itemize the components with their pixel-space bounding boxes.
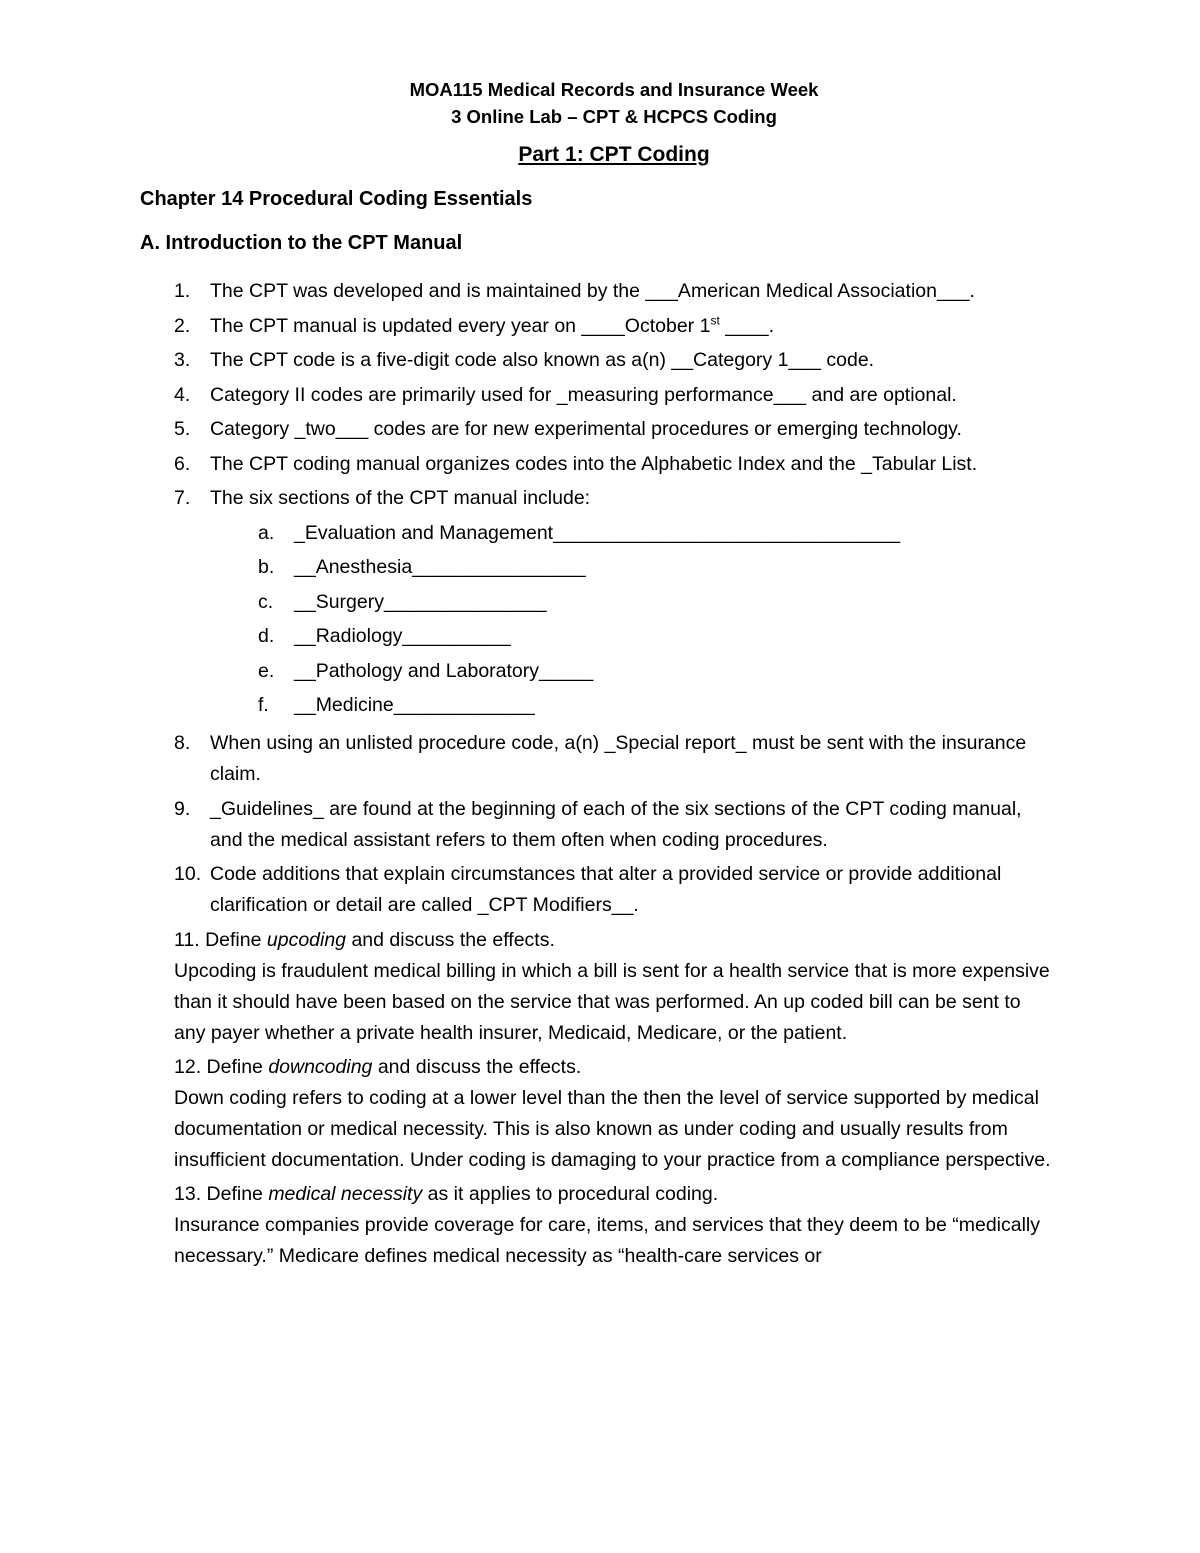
document-content	[140, 76, 1054, 1272]
question-text: When using an unlisted procedure code, a(n) _Special report_ must be sent with the insurance claim.	[210, 732, 1027, 785]
section-letter: b.	[258, 556, 275, 578]
question-12-prompt	[174, 1052, 1054, 1083]
question-number: 7.	[174, 487, 191, 509]
section-letter: a.	[258, 521, 275, 544]
question-item	[174, 859, 1054, 921]
section-text: __Radiology__________	[294, 625, 511, 647]
q13-post: as it applies to procedural coding.	[422, 1182, 719, 1205]
question-text: _Guidelines_ are found at the beginning of each of the six sections of the CPT coding manual, and the medical assistant refers to them often when coding procedures.	[210, 797, 1022, 851]
question-text: The CPT was developed and is maintained by the ___American Medical Association___.	[210, 280, 975, 302]
section-text: __Anesthesia________________	[294, 556, 586, 578]
cpt-section-item	[258, 587, 1054, 618]
question-number: 3.	[174, 349, 191, 371]
question-list	[174, 276, 1054, 921]
ordinal-suffix: st	[710, 313, 720, 327]
q12-pre: 12. Define	[174, 1055, 269, 1078]
question-item	[174, 794, 1054, 856]
q12-post: and discuss the effects.	[372, 1055, 582, 1078]
question-number: 4.	[174, 383, 191, 406]
question-item	[174, 728, 1054, 790]
question-number: 8.	[174, 732, 191, 754]
q13-pre: 13. Define	[174, 1182, 269, 1205]
question-number: 5.	[174, 418, 191, 440]
question-item	[174, 483, 1054, 725]
question-item	[174, 276, 1054, 307]
section-text: _Evaluation and Management________________________________	[294, 521, 901, 544]
q11-pre: 11. Define	[174, 928, 267, 951]
section-letter: e.	[258, 659, 275, 682]
cpt-section-item	[258, 518, 1054, 549]
question-number: 6.	[174, 452, 191, 475]
question-number: 2.	[174, 314, 191, 337]
section-text: __Pathology and Laboratory_____	[294, 659, 594, 682]
question-13-prompt	[174, 1179, 1054, 1210]
section-text: __Surgery_______________	[294, 590, 547, 613]
question-text: The CPT coding manual organizes codes into the Alphabetic Index and the _Tabular List.	[210, 452, 978, 475]
cpt-section-item	[258, 690, 1054, 721]
question-item	[174, 345, 1054, 376]
question-13-answer: Insurance companies provide coverage for care, items, and services that they deem to be “medically necessary.” Medicare defines medical necessity as “health-care services or	[174, 1213, 1041, 1267]
q12-term: downcoding	[268, 1055, 373, 1078]
question-11-prompt	[174, 925, 1054, 956]
question-12-answer: Down coding refers to coding at a lower level than the then the level of service supported by medical documentation or medical necessity. This is also known as under coding and usually results from insufficient documentation. Under coding is damaging to your practice from a compliance perspective.	[174, 1086, 1051, 1171]
question-item	[174, 380, 1054, 411]
section-letter: c.	[258, 590, 274, 613]
question-text: Category _two___ codes are for new experimental procedures or emerging technology.	[210, 418, 962, 440]
question-item	[174, 311, 1054, 342]
cpt-section-item	[258, 621, 1054, 652]
section-letter: d.	[258, 625, 275, 647]
section-letter: f.	[258, 694, 269, 716]
question-item	[174, 449, 1054, 480]
question-item	[174, 414, 1054, 445]
document-title	[174, 76, 1054, 130]
question-text-post: ____.	[719, 314, 774, 337]
question-text: Category II codes are primarily used for _measuring performance___ and are optional.	[210, 383, 957, 406]
part-heading: Part 1: CPT Coding	[518, 143, 710, 166]
question-text-pre: The CPT manual is updated every year on ____October 1	[210, 314, 711, 337]
question-number: 1.	[174, 280, 191, 302]
title-line-2: 3 Online Lab – CPT & HCPCS Coding	[451, 106, 777, 127]
question-text	[210, 311, 1054, 342]
question-text: Code additions that explain circumstances that alter a provided service or provide additional clarification or detail are called _CPT Modifiers__.	[210, 863, 1002, 916]
cpt-sections-list	[174, 518, 1054, 725]
question-number: 9.	[174, 797, 191, 820]
cpt-section-item	[258, 552, 1054, 583]
cpt-section-item	[258, 656, 1054, 687]
title-line-1: MOA115 Medical Records and Insurance Week	[409, 79, 819, 100]
section-text: __Medicine_____________	[294, 694, 535, 716]
q13-term: medical necessity	[268, 1182, 423, 1205]
q11-term: upcoding	[266, 928, 347, 951]
q11-post: and discuss the effects.	[346, 928, 555, 951]
question-11-answer: Upcoding is fraudulent medical billing in which a bill is sent for a health service that is more expensive than it should have been based on the service that was performed. An up coded bill can be sent to any payer whether a private health insurer, Medicaid, Medicare, or the patient.	[174, 959, 1050, 1044]
question-number: 10.	[174, 863, 202, 885]
chapter-heading: Chapter 14 Procedural Coding Essentials	[140, 188, 533, 210]
section-heading: A. Introduction to the CPT Manual	[140, 232, 463, 254]
question-text: The six sections of the CPT manual include:	[210, 487, 591, 509]
question-text: The CPT code is a five-digit code also known as a(n) __Category 1___ code.	[210, 349, 875, 371]
